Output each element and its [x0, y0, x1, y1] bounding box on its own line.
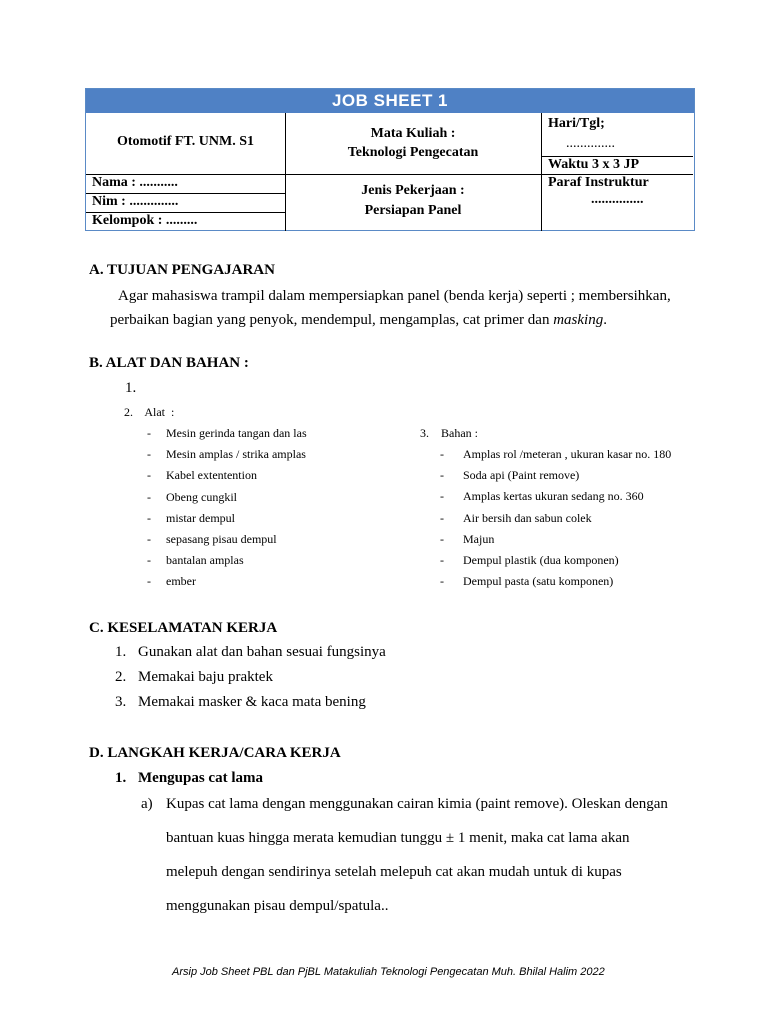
safety-item-number: 2.: [115, 669, 127, 685]
course-label: Mata Kuliah :: [370, 126, 456, 141]
section-d-heading: D. LANGKAH KERJA/CARA KERJA: [89, 745, 341, 761]
safety-item-text: Gunakan alat dan bahan sesuai fungsinya: [138, 644, 386, 660]
section-a-line-2: [110, 312, 607, 329]
alat-item: Mesin amplas / strika amplas: [166, 447, 306, 462]
sub-step-a-line: bantuan kuas hingga merata kemudian tunggu ± 1 menit, maka cat lama akan: [166, 830, 630, 846]
safety-item-number: 1.: [115, 644, 127, 660]
section-a-line-2-end: .: [603, 312, 607, 328]
list-bullet: -: [440, 489, 444, 504]
day-date-value: ..............: [566, 136, 615, 151]
instructor-signature-label: Paraf Instruktur: [548, 175, 649, 190]
alat-item: sepasang pisau dempul: [166, 532, 277, 546]
time-allocation: Waktu 3 x 3 JP: [548, 157, 640, 172]
job-sheet-header-table: [85, 88, 695, 231]
list-bullet: -: [147, 574, 151, 589]
bahan-item: Air bersih dan sabun colek: [463, 510, 592, 525]
safety-item-text: Memakai masker & kaca mata bening: [138, 694, 366, 710]
bahan-item: Dempul pasta (satu komponen): [463, 574, 614, 589]
list-bullet: -: [147, 447, 151, 462]
student-name-field: Nama : ...........: [92, 175, 178, 190]
section-c-heading: C. KESELAMATAN KERJA: [89, 620, 278, 636]
list-bullet: -: [147, 553, 151, 568]
alat-label: 2. Alat :: [124, 405, 175, 419]
section-b-item-1: 1.: [125, 380, 137, 396]
footer-archive-note: Arsip Job Sheet PBL dan PjBL Matakuliah Teknologi Pengecatan Muh. Bhilal Halim 2022: [172, 966, 605, 978]
table-divider: [541, 113, 542, 231]
list-bullet: -: [440, 510, 444, 525]
bahan-label: 3. Bahan :: [420, 426, 478, 440]
list-bullet: -: [147, 426, 151, 440]
section-a-line-2-text: perbaikan bagian yang penyok, mendempul, mengamplas, cat primer dan: [110, 312, 554, 328]
alat-item: Kabel extentention: [166, 468, 257, 483]
section-a-italic-term: masking: [553, 312, 604, 328]
sub-step-a-line: melepuh dengan sendirinya setelah melepuh cat akan mudah untuk di kupas: [166, 864, 622, 880]
step-1-number: 1.: [115, 770, 127, 786]
sub-step-a-line: Kupas cat lama dengan menggunakan cairan kimia (paint remove). Oleskan dengan: [166, 796, 668, 812]
institution-label: Otomotif FT. UNM. S1: [117, 134, 254, 149]
alat-item: ember: [166, 574, 196, 589]
instructor-signature-value: ...............: [591, 192, 644, 207]
student-group-field: Kelompok : .........: [92, 213, 198, 228]
alat-item: Mesin gerinda tangan dan las: [166, 426, 307, 440]
list-bullet: -: [147, 532, 151, 546]
alat-item: mistar dempul: [166, 510, 235, 525]
bahan-item: Soda api (Paint remove): [463, 468, 580, 483]
list-bullet: -: [147, 510, 151, 525]
list-bullet: -: [440, 531, 444, 546]
alat-item: bantalan amplas: [166, 553, 244, 568]
job-type-label: Jenis Pekerjaan :: [361, 183, 465, 198]
list-bullet: -: [147, 468, 151, 483]
alat-item: Obeng cungkil: [166, 489, 237, 504]
list-bullet: -: [440, 553, 444, 567]
job-sheet-title: JOB SHEET 1: [86, 89, 694, 113]
bahan-item: Majun: [463, 531, 495, 546]
list-bullet: -: [440, 447, 444, 461]
list-bullet: -: [147, 489, 151, 504]
bahan-item: Dempul plastik (dua komponen): [463, 553, 619, 567]
sub-step-a-line: menggunakan pisau dempul/spatula..: [166, 898, 389, 914]
course-name: Teknologi Pengecatan: [347, 145, 479, 160]
bahan-item: Amplas kertas ukuran sedang no. 360: [463, 489, 644, 504]
bahan-item: Amplas rol /meteran , ukuran kasar no. 180: [463, 447, 672, 461]
list-bullet: -: [440, 574, 444, 589]
student-nim-field: Nim : ..............: [92, 194, 179, 209]
list-bullet: -: [440, 468, 444, 483]
section-a-line-1: Agar mahasiswa trampil dalam mempersiapkan panel (benda kerja) seperti ; membersihkan,: [118, 288, 671, 304]
section-b-heading: B. ALAT DAN BAHAN :: [89, 355, 249, 371]
step-1-title: Mengupas cat lama: [138, 770, 263, 786]
section-a-heading: A. TUJUAN PENGAJARAN: [89, 262, 275, 278]
day-date-label: Hari/Tgl;: [548, 116, 605, 131]
safety-item-text: Memakai baju praktek: [138, 669, 273, 685]
job-type-value: Persiapan Panel: [364, 203, 462, 218]
safety-item-number: 3.: [115, 694, 127, 710]
sub-step-a-label: a): [141, 796, 153, 812]
